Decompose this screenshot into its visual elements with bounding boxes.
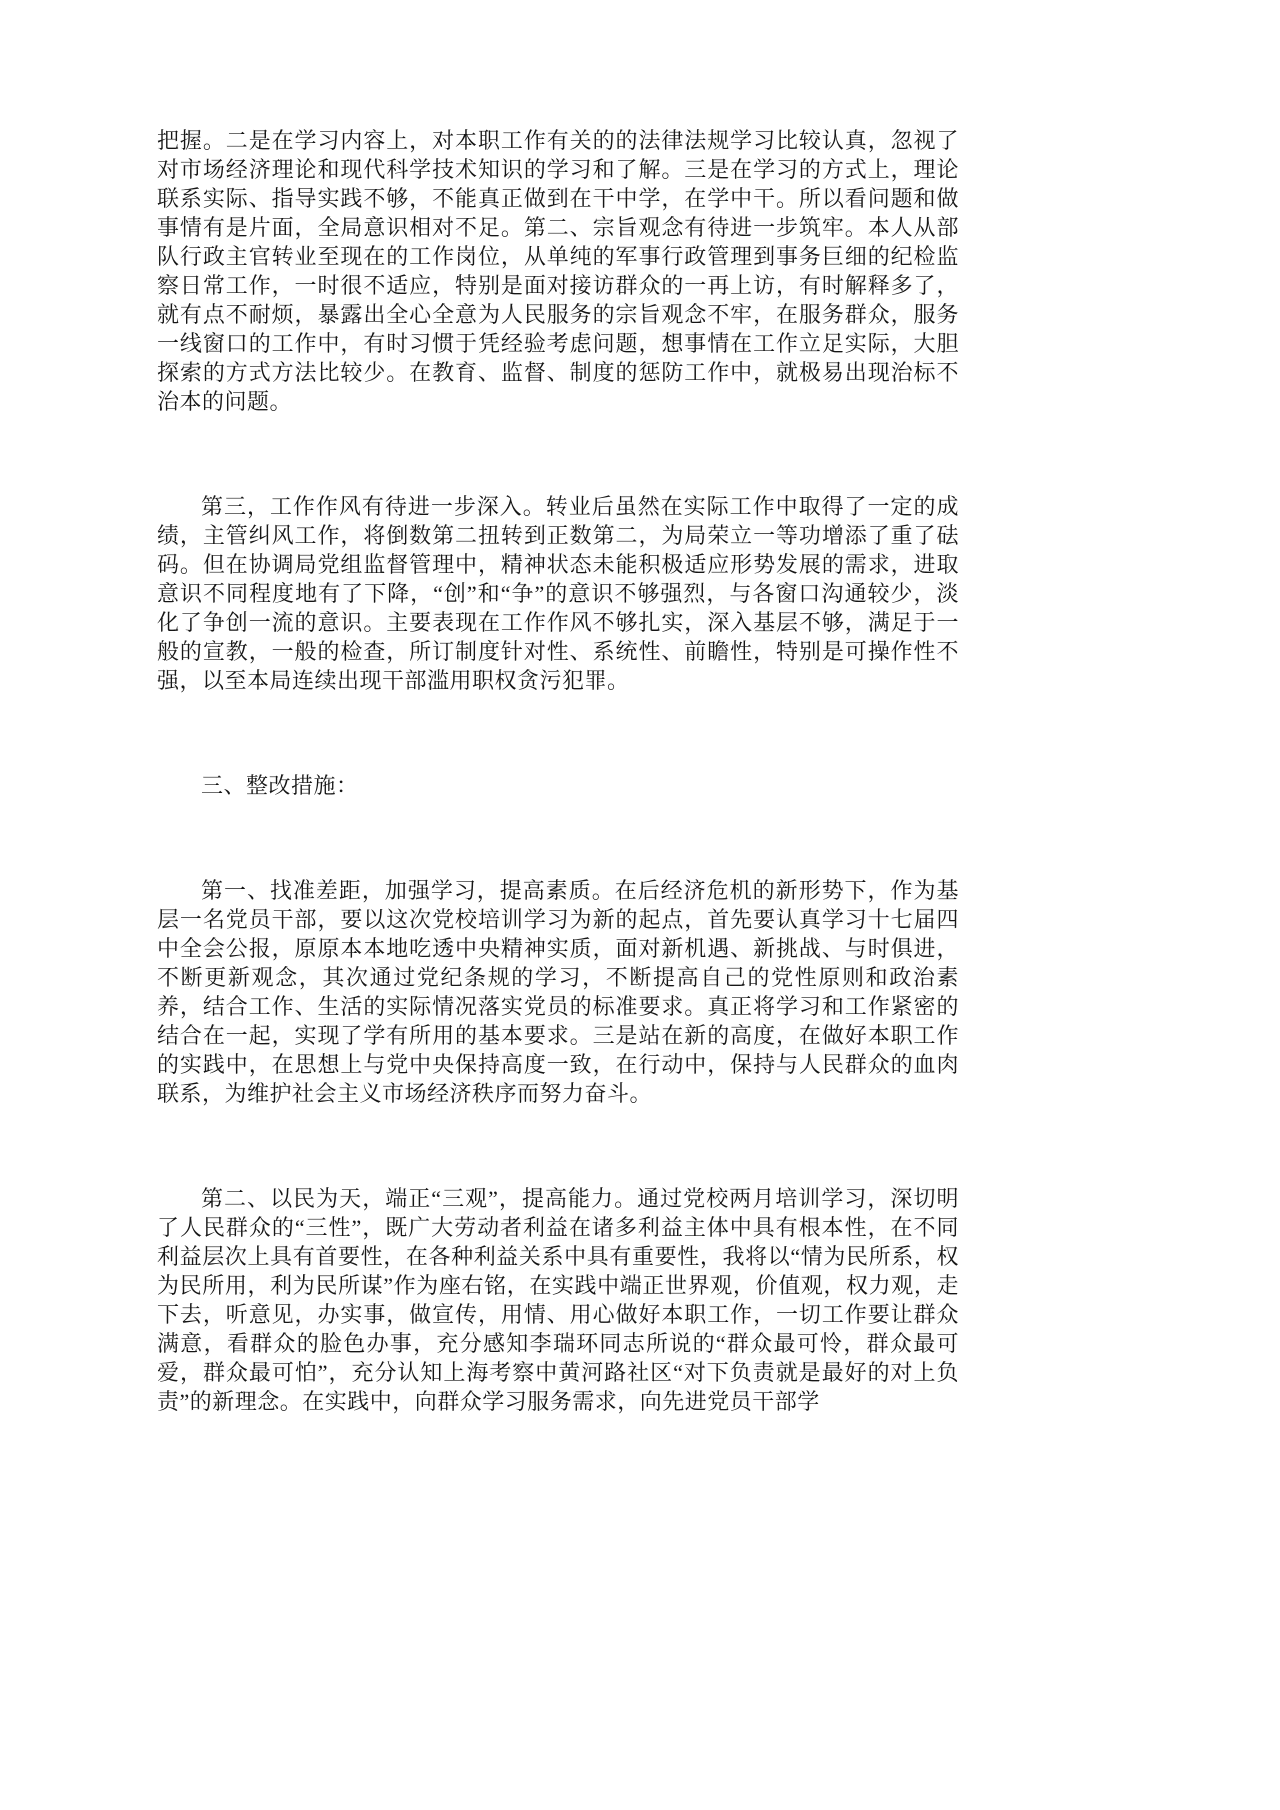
document-body [157, 126, 959, 1416]
paragraph-measure-two: 第二、以民为天，端正“三观”，提高能力。通过党校两月培训学习，深切明了人民群众的“三性”，既广大劳动者利益在诸多利益主体中具有根本性，在不同利益层次上具有首要性，在各种利益关系中具有重要性，我将以“情为民所系，权为民所用，利为民所谋”作为座右铭，在实践中端正世界观，价值观，权力观，走下去，听意见，办实事，做宣传，用情、用心做好本职工作，一切工作要让群众满意，看群众的脸色办事，充分感知李瑞环同志所说的“群众最可怜，群众最可爱，群众最可怕”，充分认知上海考察中黄河路社区“对下负责就是最好的对上负责”的新理念。在实践中，向群众学习服务需求，向先进党员干部学 [157, 1186, 959, 1414]
paragraph-measure-one: 第一、找准差距，加强学习，提高素质。在后经济危机的新形势下，作为基层一名党员干部，要以这次党校培训学习为新的起点，首先要认真学习十七届四中全会公报，原原本本地吃透中央精神实质，面对新机遇、新挑战、与时俱进，不断更新观念，其次通过党纪条规的学习，不断提高自己的党性原则和政治素养，结合工作、生活的实际情况落实党员的标准要求。真正将学习和工作紧密的结合在一起，实现了学有所用的基本要求。三是站在新的高度，在做好本职工作的实践中，在思想上与党中央保持高度一致，在行动中，保持与人民群众的血肉联系，为维护社会主义市场经济秩序而努力奋斗。 [157, 878, 959, 1106]
section-heading-rectification-measures: 三、整改措施： [201, 773, 359, 798]
paragraph-work-style: 第三，工作作风有待进一步深入。转业后虽然在实际工作中取得了一定的成绩，主管纠风工作，将倒数第二扭转到正数第二，为局荣立一等功增添了重了砝码。但在协调局党组监督管理中，精神状态未能积极适应形势发展的需求，进取意识不同程度地有了下降，“创”和“争”的意识不够强烈，与各窗口沟通较少，淡化了争创一流的意识。主要表现在工作作风不够扎实，深入基层不够，满足于一般的宣教，一般的检查，所订制度针对性、系统性、前瞻性，特别是可操作性不强，以至本局连续出现干部滥用职权贪污犯罪。 [157, 494, 959, 693]
paragraph-study-issues-continuation: 把握。二是在学习内容上，对本职工作有关的的法律法规学习比较认真，忽视了对市场经济理论和现代科学技术知识的学习和了解。三是在学习的方式上，理论联系实际、指导实践不够，不能真正做到在干中学，在学中干。所以看问题和做事情有是片面，全局意识相对不足。第二、宗旨观念有待进一步筑牢。本人从部队行政主官转业至现在的工作岗位，从单纯的军事行政管理到事务巨细的纪检监察日常工作，一时很不适应，特别是面对接访群众的一再上访，有时解释多了，就有点不耐烦，暴露出全心全意为人民服务的宗旨观念不牢，在服务群众，服务一线窗口的工作中，有时习惯于凭经验考虑问题，想事情在工作立足实际，大胆探索的方式方法比较少。在教育、监督、制度的惩防工作中，就极易出现治标不治本的问题。 [157, 128, 959, 414]
